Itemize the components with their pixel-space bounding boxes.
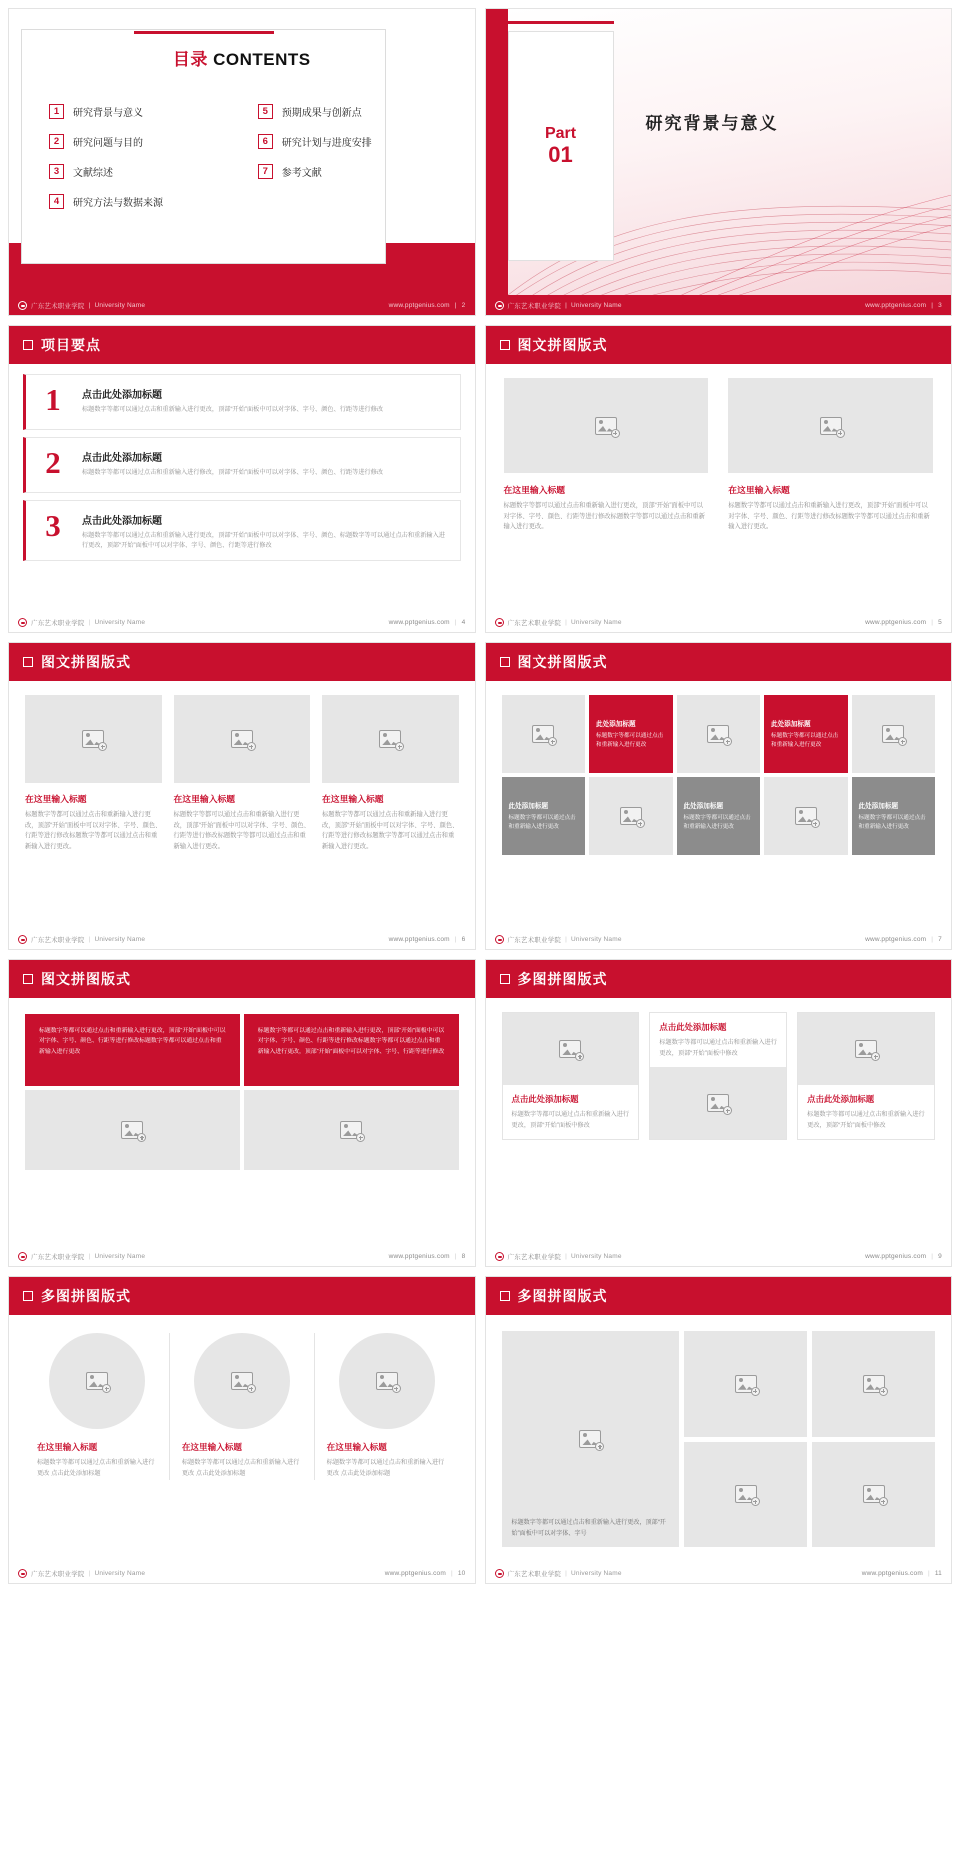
point-row[interactable] [23,500,461,561]
university-logo-icon [495,301,504,310]
square-bullet-icon [23,974,33,984]
collage-grid [486,1315,952,1547]
image-placeholder[interactable] [49,1333,145,1429]
slide-title: 图文拼图版式 [517,654,608,670]
footer-site[interactable]: www.pptgenius.com [388,618,450,626]
contents-item-number: 6 [258,134,273,149]
university-logo-icon [18,935,27,944]
footer-university-cn: 广东艺术职业学院 [31,1570,85,1578]
slide-mosaic-layout[interactable] [485,642,953,950]
image-placeholder-icon [376,1372,398,1390]
slide-footer [486,1563,952,1583]
contents-accent-bar [134,31,274,34]
square-bullet-icon [500,974,510,984]
square-bullet-icon [500,657,510,667]
image-placeholder-icon [707,725,729,743]
part-number: 01 [548,141,573,167]
image-placeholder-icon [340,1121,362,1139]
slide-contents[interactable] [8,8,476,316]
footer-site[interactable]: www.pptgenius.com [865,935,927,943]
contents-item-label: 研究计划与进度安排 [281,138,372,149]
image-text-columns [486,364,952,533]
circle-column [314,1333,459,1480]
image-placeholder-icon [820,417,842,435]
image-placeholder-icon [379,730,401,748]
multi-image-grid [486,998,952,1140]
footer-university-cn: 广东艺术职业学院 [507,936,562,944]
column-heading: 在这里输入标题 [25,794,87,804]
column-body: 标题数字等都可以通过点击和重新输入进行更改，顶部“开始”面板中可以对字体、字号、颜色、行距等进行修改标题数字等都可以通过点击和重新输入进行更改。 [322,811,459,851]
image-text-card[interactable] [797,1012,935,1140]
footer-separator: | [454,301,457,309]
contents-item-label: 研究方法与数据来源 [73,198,163,209]
footer-page-number: 5 [938,618,942,626]
card-body: 标题数字等都可以通过点击和重新输入进行更改，顶部“开始”面板中修改 [511,1111,630,1129]
collage-caption: 标题数字等都可以通过点击和重新输入进行更改，顶部“开始”面板中可以对字体、字号 [511,1519,666,1537]
slide-title: 项目要点 [41,337,101,353]
slide-footer [9,1563,475,1583]
point-number: 3 [45,508,61,543]
image-placeholder-icon [595,417,617,435]
slide-footer [9,295,475,315]
image-placeholder-icon [795,807,817,825]
slide-footer [9,612,475,632]
tile-body: 标题数字等都可以通过点击和重新输入进行更改 [858,815,926,830]
circle-columns [9,1315,475,1480]
image-placeholder-icon [231,1372,253,1390]
footer-separator: | [565,301,567,309]
contents-item[interactable] [258,164,449,179]
slide-title: 多图拼图版式 [517,1288,608,1304]
footer-page-number: 9 [938,1252,942,1260]
footer-site[interactable]: www.pptgenius.com [865,618,927,626]
slide-title-bar [486,1277,952,1315]
footer-separator: | [88,618,91,626]
image-placeholder[interactable] [25,695,162,783]
contents-item[interactable] [49,164,240,179]
card-heading: 点击此处添加标题 [659,1022,727,1032]
footer-separator: | [931,618,934,626]
footer-separator: | [88,301,91,309]
footer-university-en: University Name [571,1569,622,1577]
square-bullet-icon [23,657,33,667]
slide-red-panel-layout[interactable] [8,959,476,1267]
footer-university-en: University Name [571,301,622,309]
footer-university-en: University Name [571,935,622,943]
footer-site[interactable]: www.pptgenius.com [388,301,450,309]
footer-university-cn: 广东艺术职业学院 [507,302,562,310]
slide-footer [9,1246,475,1266]
image-placeholder-icon [863,1485,885,1503]
image-placeholder-icon [863,1375,885,1393]
slide-title-bar [9,960,475,998]
column-heading: 在这里输入标题 [173,794,236,804]
part-title: 研究背景与意义 [645,114,779,133]
footer-page-number: 3 [938,301,942,309]
point-body: 标题数字等都可以通过点击和重新输入进行修改，顶部“开始”面板中可以对字体、字号、颜色、行距等进行修改 [82,469,384,476]
card-body: 标题数字等都可以通过点击和重新输入进行更改，顶部“开始”面板中修改 [807,1111,925,1129]
contents-title-en: CONTENTS [207,50,311,69]
footer-separator: | [88,1252,91,1260]
footer-university-en: University Name [94,935,146,943]
slide-part-cover[interactable] [485,8,953,316]
slide-footer [486,929,952,949]
slide-title-bar [486,326,952,364]
column-heading: 在这里输入标题 [326,1442,387,1452]
image-text-column [728,378,933,533]
contents-item-label: 文献综述 [73,168,113,179]
square-bullet-icon [23,1291,33,1301]
footer-separator: | [454,1252,457,1260]
footer-page-number: 7 [938,935,942,943]
column-heading: 在这里输入标题 [503,485,566,495]
slide-title: 图文拼图版式 [41,654,131,670]
slide-title: 多图拼图版式 [41,1288,131,1304]
image-text-column [322,695,459,853]
column-heading: 在这里输入标题 [322,794,384,804]
column-body: 标题数字等都可以通过点击和重新输入进行更改，顶部“开始”面板中可以对字体、字号、颜色、行距等进行修改标题数字等都可以通过点击和重新输入进行更改。 [25,811,162,851]
image-placeholder-icon [735,1485,757,1503]
point-body: 标题数字等都可以通过点击和重新输入进行更改，顶部“开始”面板中可以对字体、字号、颜色、标题数字等可以通过点击和重新输入进行更改，顶部“开始”面板中可以对字体、字号、颜色、行距等进行修改 [82,532,445,550]
footer-site[interactable]: www.pptgenius.com [865,301,927,309]
image-placeholder[interactable] [504,378,709,473]
slide-title: 多图拼图版式 [517,971,608,987]
slide-footer [486,1246,952,1266]
footer-separator: | [565,935,567,943]
mosaic-text-tile[interactable] [502,777,586,855]
card-heading: 点击此处添加标题 [511,1094,579,1104]
image-placeholder[interactable] [728,378,933,473]
tile-heading: 此处添加标题 [858,803,899,811]
slide-big-left-collage[interactable] [485,1276,953,1584]
image-placeholder[interactable] [812,1331,935,1437]
footer-separator: | [931,301,934,309]
point-row[interactable] [23,374,461,430]
contents-item-label: 研究问题与目的 [73,138,143,149]
footer-university-cn: 广东艺术职业学院 [31,936,85,944]
red-text-panels [9,998,475,1086]
image-placeholder[interactable] [503,1013,639,1085]
contents-item-number: 7 [258,164,273,179]
image-placeholder-icon [882,725,904,743]
square-bullet-icon [23,340,33,350]
university-logo-icon [495,1569,504,1578]
slide-three-image-layout[interactable] [8,642,476,950]
slide-two-image-layout[interactable] [485,325,953,633]
points-list [9,364,475,561]
footer-separator: | [450,1569,453,1577]
mosaic-grid [486,681,952,855]
image-placeholder-icon [579,1430,601,1448]
image-placeholder-icon [707,1094,729,1112]
contents-item[interactable] [49,134,240,149]
footer-separator: | [88,935,91,943]
red-text-panel[interactable]: 标题数字等都可以通过点击和重新输入进行更改，顶部“开始”面板中可以对字体、字号、颜色、行距等进行修改标题数字等都可以通过点击和重新输入进行更改，顶部“开始”面板中可以对字体、字号、行距等进行修改 [244,1014,459,1086]
column-heading: 在这里输入标题 [728,485,790,495]
footer-separator: | [565,1569,567,1577]
footer-university-cn: 广东艺术职业学院 [31,619,85,627]
university-logo-icon [18,1252,27,1261]
column-body: 标题数字等都可以通过点击和重新输入进行更改 点击此处添加标题 [37,1459,155,1477]
point-heading: 点击此处添加标题 [82,516,162,527]
footer-separator: | [565,618,567,626]
footer-page-number: 10 [457,1569,466,1577]
contents-item-number: 5 [258,104,273,119]
image-text-card[interactable] [649,1012,787,1140]
footer-separator: | [454,935,457,943]
image-placeholder-icon [86,1372,108,1390]
footer-university-en: University Name [571,1252,622,1260]
image-text-columns [9,681,475,853]
image-placeholder[interactable] [194,1333,290,1429]
tile-body: 标题数字等都可以通过点击和重新输入进行更改 [771,733,839,748]
contents-item-label: 研究背景与意义 [73,108,143,119]
image-placeholder-icon [855,1040,877,1058]
slide-title-bar [486,643,952,681]
column-body: 标题数字等都可以通过点击和重新输入进行更改 点击此处添加标题 [326,1459,445,1477]
footer-separator: | [927,1569,930,1577]
footer-separator: | [565,1252,567,1260]
contents-item[interactable] [49,104,240,119]
image-placeholder-icon [620,807,642,825]
column-heading: 在这里输入标题 [37,1442,98,1452]
tile-heading: 此处添加标题 [771,721,811,729]
image-text-column [174,695,311,853]
image-placeholder[interactable] [322,695,459,783]
tile-heading: 此处添加标题 [683,803,724,811]
footer-separator: | [454,618,457,626]
image-placeholder[interactable] [764,777,848,855]
tile-heading: 此处添加标题 [508,803,549,811]
image-placeholder[interactable] [589,777,673,855]
footer-university-cn: 广东艺术职业学院 [31,1253,85,1261]
image-text-column [504,378,709,533]
footer-university-cn: 广东艺术职业学院 [507,1253,562,1261]
footer-page-number: 4 [461,618,466,626]
footer-university-cn: 广东艺术职业学院 [507,1570,562,1578]
image-text-card[interactable] [502,1012,640,1140]
slide-title-bar [486,960,952,998]
slide-project-points[interactable] [8,325,476,633]
card-body: 标题数字等都可以通过点击和重新输入进行更改，顶部“开始”面板中修改 [659,1039,777,1057]
university-logo-icon [18,618,27,627]
image-placeholder-icon [82,730,104,748]
footer-university-en: University Name [94,1569,146,1577]
slide-footer [486,612,952,632]
circle-column [169,1333,314,1480]
image-placeholder-icon [121,1121,143,1139]
footer-separator: | [88,1569,91,1577]
column-heading: 在这里输入标题 [181,1442,242,1452]
tile-heading: 此处添加标题 [596,721,636,729]
image-placeholder[interactable] [684,1331,807,1437]
column-body: 标题数字等都可以通过点击和重新输入进行更改 点击此处添加标题 [181,1459,300,1477]
image-placeholder-icon [532,725,554,743]
image-placeholder[interactable] [812,1442,935,1548]
part-accent-line [508,21,614,24]
contents-item[interactable] [258,134,449,149]
footer-university-en: University Name [571,618,622,626]
university-logo-icon [495,1252,504,1261]
footer-university-cn: 广东艺术职业学院 [507,619,562,627]
image-placeholder-icon [735,1375,757,1393]
slide-footer [9,929,475,949]
card-heading: 点击此处添加标题 [807,1094,875,1104]
contents-item-list [49,104,449,209]
image-placeholder-icon [231,730,253,748]
contents-item-number: 4 [49,194,64,209]
tile-body: 标题数字等都可以通过点击和重新输入进行更改 [683,815,751,830]
mosaic-text-tile[interactable] [677,777,761,855]
image-placeholder[interactable] [244,1090,459,1170]
footer-page-number: 6 [461,935,466,943]
image-placeholder-large[interactable] [502,1331,680,1547]
image-placeholder[interactable] [798,1013,934,1085]
footer-university-en: University Name [94,1252,146,1260]
point-body: 标题数字等都可以通过点击和重新输入进行更改，顶部“开始”面板中可以对字体、字号、颜色、行距等进行修改 [82,406,384,413]
footer-university-en: University Name [94,618,146,626]
footer-university-cn: 广东艺术职业学院 [31,302,85,310]
footer-separator: | [931,1252,934,1260]
circle-column [25,1333,169,1480]
square-bullet-icon [500,1291,510,1301]
slide-circle-layout[interactable] [8,1276,476,1584]
image-placeholder[interactable] [339,1333,435,1429]
slide-title: 图文拼图版式 [517,337,608,353]
point-row[interactable] [23,437,461,493]
slide-title: 图文拼图版式 [41,971,131,987]
university-logo-icon [18,301,27,310]
contents-item[interactable] [49,194,240,209]
mosaic-text-tile[interactable] [852,777,936,855]
university-logo-icon [18,1569,27,1578]
footer-page-number: 2 [461,301,466,309]
slide-title-bar [9,643,475,681]
part-number-card [508,31,614,261]
footer-university-en: University Name [94,301,146,309]
image-placeholder[interactable] [684,1442,807,1548]
image-placeholder[interactable] [852,695,936,773]
slide-footer [486,295,952,315]
contents-title-cn: 目录 [172,50,208,69]
point-number: 2 [45,445,61,480]
tile-body: 标题数字等都可以通过点击和重新输入进行更改 [596,733,664,748]
image-placeholder[interactable] [650,1067,786,1139]
point-number: 1 [45,382,61,417]
footer-site[interactable]: www.pptgenius.com [865,1252,927,1260]
slide-title-bar [9,1277,475,1315]
contents-item-number: 3 [49,164,64,179]
image-placeholder[interactable] [25,1090,240,1170]
footer-page-number: 8 [461,1252,466,1260]
contents-item-label: 参考文献 [281,168,322,179]
tile-body: 标题数字等都可以通过点击和重新输入进行更改 [508,815,576,830]
slide-multi-image-layout[interactable] [485,959,953,1267]
contents-item[interactable] [258,104,449,119]
column-body: 标题数字等都可以通过点击和重新输入进行更改，顶部“开始”面板中可以对字体、字号、颜色、行距等进行修改标题数字等都可以通过点击和重新输入进行更改。 [503,502,705,531]
point-heading: 点击此处添加标题 [82,390,162,401]
footer-separator: | [931,935,934,943]
square-bullet-icon [500,340,510,350]
image-text-column [25,695,162,853]
part-left-bar [486,9,508,295]
column-body: 标题数字等都可以通过点击和重新输入进行更改，顶部“开始”面板中可以对字体、字号、颜色、行距等进行修改标题数字等都可以通过点击和重新输入进行更改。 [728,502,930,531]
university-logo-icon [495,935,504,944]
contents-item-number: 2 [49,134,64,149]
contents-item-label: 预期成果与创新点 [281,108,362,119]
mosaic-text-tile[interactable] [764,695,848,773]
image-row [9,1086,475,1170]
contents-item-number: 1 [49,104,64,119]
point-heading: 点击此处添加标题 [82,453,162,464]
mosaic-text-tile[interactable] [589,695,673,773]
image-placeholder[interactable] [677,695,761,773]
part-label: Part [544,124,577,142]
column-body: 标题数字等都可以通过点击和重新输入进行更改，顶部“开始”面板中可以对字体、字号、颜色、行距等进行修改标题数字等都可以通过点击和重新输入进行更改。 [173,811,310,851]
footer-site[interactable]: www.pptgenius.com [388,935,450,943]
footer-page-number: 11 [934,1569,942,1577]
university-logo-icon [495,618,504,627]
footer-site[interactable]: www.pptgenius.com [861,1569,923,1577]
image-placeholder[interactable] [502,695,586,773]
contents-title [9,45,475,70]
footer-site[interactable]: www.pptgenius.com [388,1252,450,1260]
image-placeholder[interactable] [174,695,311,783]
footer-site[interactable]: www.pptgenius.com [384,1569,446,1577]
image-placeholder-icon [559,1040,581,1058]
slide-title-bar [9,326,475,364]
red-text-panel[interactable]: 标题数字等都可以通过点击和重新输入进行更改，顶部“开始”面板中可以对字体、字号、颜色、行距等进行修改标题数字等都可以通过点击和重新输入进行更改 [25,1014,240,1086]
